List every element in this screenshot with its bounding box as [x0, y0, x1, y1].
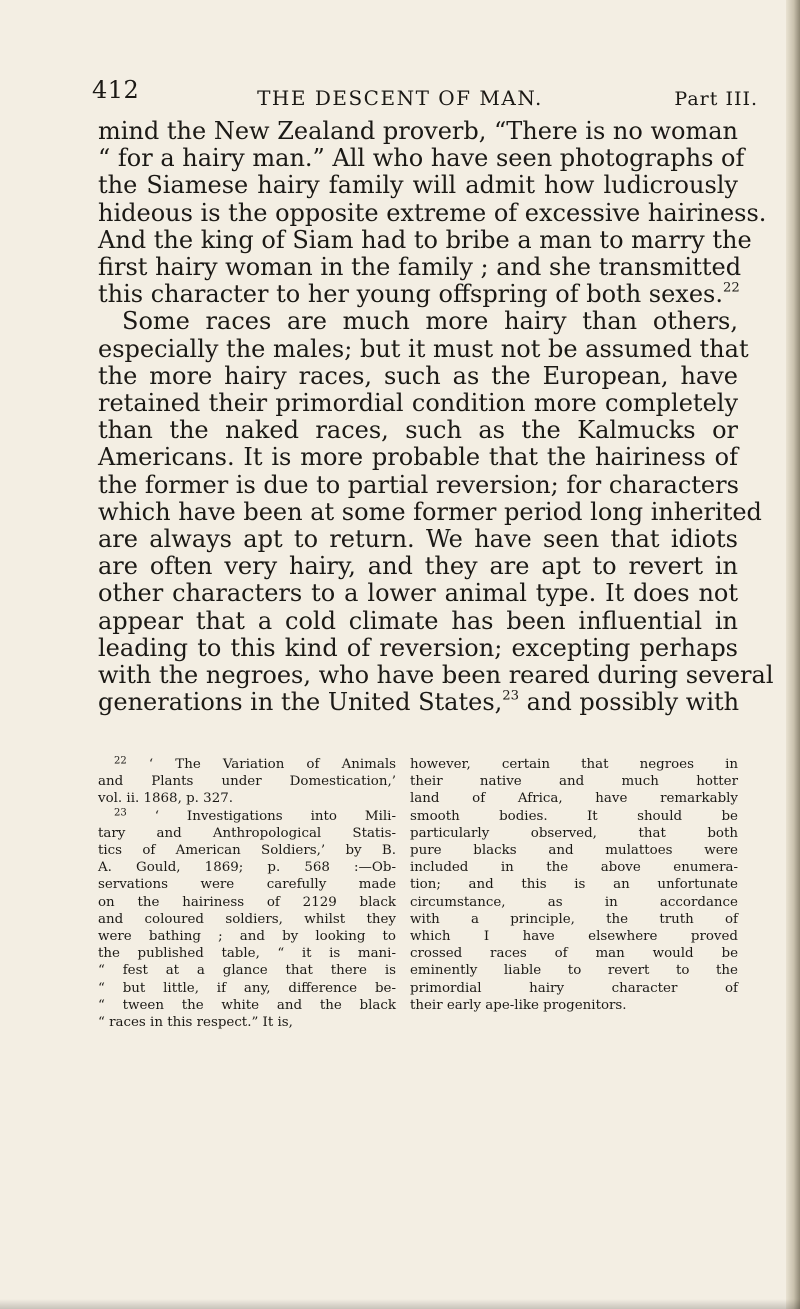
body-line: other characters to a lower animal type. It does not: [98, 579, 738, 608]
footnote-line: circumstance, as in accordance: [410, 894, 738, 910]
footnote-line: “ but little, if any, difference be-: [98, 980, 396, 996]
footnote-line: tion; and this is an unfortunate: [410, 877, 738, 893]
body-line: “ for a hairy man.” All who have seen photographs of: [98, 144, 745, 173]
body-line: appear that a cold climate has been influential in: [98, 606, 738, 635]
body-line: leading to this kind of reversion; excepting perhaps: [98, 633, 738, 662]
body-line: especially the males; but it must not be assumed that: [98, 334, 749, 363]
footnote-line: their native and much hotter: [410, 774, 738, 790]
page-edge: [786, 0, 800, 1309]
footnote-line: “ races in this respect.” It is,: [98, 1015, 293, 1031]
body-line: generations in the United States,$^{23}$ and possibly with: [98, 688, 740, 717]
footnote-line: which I have elsewhere proved: [410, 929, 738, 945]
footnote-line: tics of American Soldiers,’ by B.: [98, 843, 396, 859]
part-label: Part III.: [674, 88, 758, 110]
footnote-line: and Plants under Domestication,’: [98, 774, 396, 790]
footnote-line: land of Africa, have remarkably: [410, 791, 738, 807]
footnote-line: primordial hairy character of: [410, 980, 738, 996]
page-number: 412: [92, 76, 140, 104]
footnote-line: eminently liable to revert to the: [410, 963, 738, 979]
footnote-line: however, certain that negroes in: [410, 757, 738, 772]
footnote-line: $^{22}$ ‘ The Variation of Animals: [114, 755, 396, 772]
footnote-line: with a principle, the truth of: [410, 911, 738, 927]
footnote-marker-22: 22: [114, 755, 127, 767]
footnote-line: tary and Anthropological Statis-: [98, 825, 396, 841]
footnote-line: were bathing ; and by looking to: [98, 929, 396, 945]
body-line: Americans. It is more probable that the hairiness of: [98, 443, 738, 472]
body-line: are often very hairy, and they are apt to revert in: [98, 552, 738, 581]
body-line: Some races are much more hairy than others,: [122, 307, 738, 336]
body-line: the more hairy races, such as the European, have: [98, 361, 738, 390]
page-bottom-shadow: [0, 1299, 800, 1309]
body-line: first hairy woman in the family ; and she transmitted: [98, 253, 742, 282]
footnote-ref-22[interactable]: 22: [722, 280, 740, 296]
footnote-marker-23: 23: [114, 807, 127, 819]
body-line: hideous is the opposite extreme of excessive hairiness.: [98, 198, 767, 227]
footnote-line: and coloured soldiers, whilst they: [98, 911, 396, 927]
footnote-line: their early ape-like progenitors.: [410, 997, 627, 1013]
body-line: And the king of Siam had to bribe a man to marry the: [98, 225, 752, 254]
body-line: with the negroes, who have been reared during several: [98, 661, 774, 690]
footnote-line: “ tween the white and the black: [98, 997, 396, 1013]
body-line: are always apt to return. We have seen that idiots: [98, 525, 738, 554]
body-line: this character to her young offspring of both sexes.$^{22}$: [98, 280, 740, 309]
footnote-line: on the hairiness of 2129 black: [98, 894, 396, 910]
footnotes-left-column: [98, 756, 396, 1031]
body-line: than the naked races, such as the Kalmucks or: [98, 416, 738, 445]
main-text: [98, 117, 774, 717]
body-line: the Siamese hairy family will admit how ludicrously: [98, 171, 738, 200]
footnote-line: A. Gould, 1869; p. 568 :—Ob-: [98, 860, 396, 876]
body-line: which have been at some former period long inherited: [98, 497, 762, 526]
footnote-line: smooth bodies. It should be: [410, 808, 738, 824]
running-title: THE DESCENT OF MAN.: [257, 86, 543, 110]
footnote-line: servations were carefully made: [98, 877, 396, 893]
footnote-line: the published table, “ it is mani-: [98, 946, 396, 962]
footnote-line: pure blacks and mulattoes were: [410, 843, 738, 859]
footnote-line: included in the above enumera-: [410, 860, 738, 876]
body-line: mind the New Zealand proverb, “There is no woman: [98, 117, 738, 145]
footnote-line: vol. ii. 1868, p. 327.: [98, 791, 233, 807]
footnote-ref-23[interactable]: 23: [502, 688, 520, 704]
footnote-line: $^{23}$ ‘ Investigations into Mili-: [114, 807, 396, 824]
body-line: retained their primordial condition more completely: [98, 389, 738, 418]
footnote-line: particularly observed, that both: [410, 825, 738, 841]
body-line: the former is due to partial reversion; for characters: [98, 470, 739, 499]
footnotes-right-column: [410, 756, 738, 1014]
footnote-line: “ fest at a glance that there is: [98, 963, 396, 979]
footnote-line: crossed races of man would be: [410, 946, 738, 962]
